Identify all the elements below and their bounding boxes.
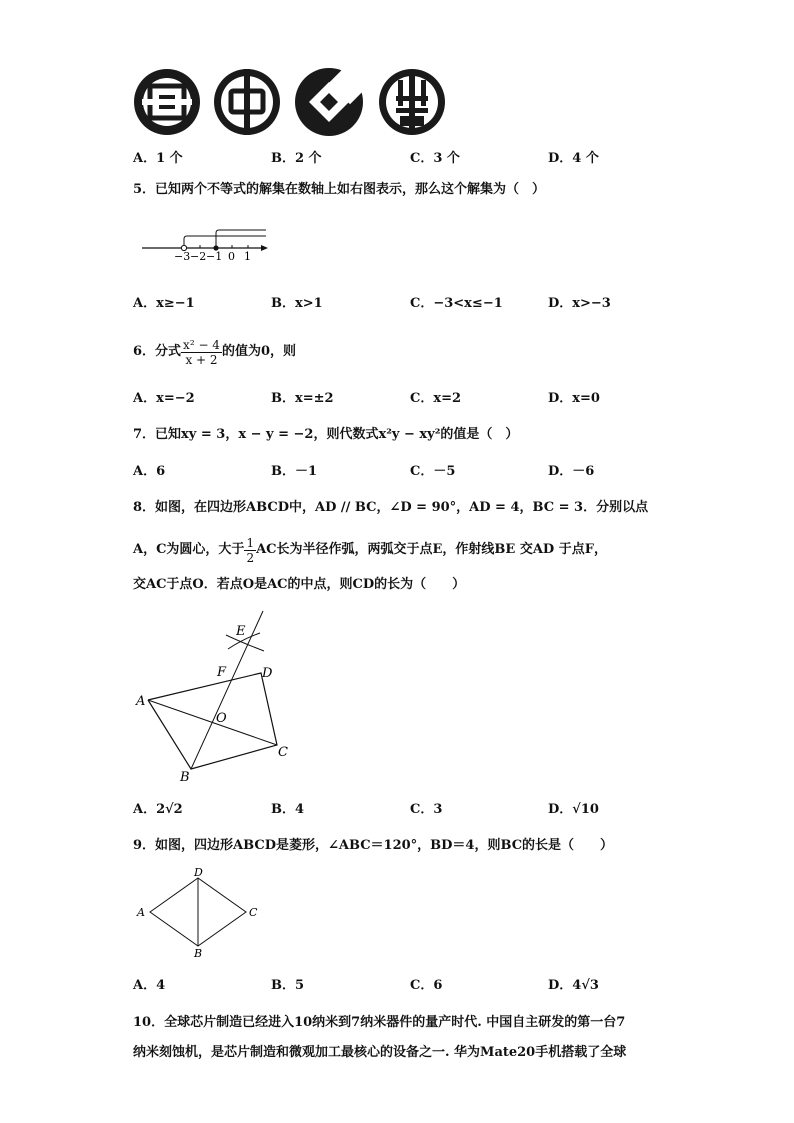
number-line-figure: [140, 225, 275, 265]
q8-option-b: B．4: [271, 802, 305, 817]
q7-option-d: D．－6: [548, 464, 595, 479]
tick-label: −1: [206, 250, 223, 263]
q8-line-3: 交AC于点O．若点O是AC的中点，则CD的长为（ ）: [133, 577, 466, 592]
agricultural-bank-logo: [379, 69, 445, 135]
q10-line-2: 纳米刻蚀机，是芯片制造和微观加工最核心的设备之一. 华为Mate20手机搭载了全球: [133, 1045, 627, 1060]
q6-prefix: 6．分式: [133, 344, 182, 359]
q6-option-a: A．x=−2: [133, 391, 195, 406]
tick-label: 1: [244, 250, 251, 263]
q9-option-a: A．4: [133, 978, 166, 993]
label-d: D: [194, 866, 203, 879]
q6-stem: [133, 332, 296, 372]
q5-option-b: B．x>1: [271, 296, 323, 311]
q6-option-b: B．x=±2: [271, 391, 334, 406]
q9-option-d: D．4√3: [548, 978, 599, 993]
label-b: B: [194, 947, 203, 960]
q7-option-a: A．6: [133, 464, 166, 479]
label-c: C: [278, 745, 288, 760]
label-b: B: [180, 770, 190, 785]
label-a: A: [137, 906, 145, 919]
q7-stem: 7．已知xy = 3，x − y = −2，则代数式x²y − xy²的值是（ ）: [133, 427, 519, 442]
q8-half-denominator: 2: [246, 550, 255, 565]
tick-label: −3: [174, 250, 191, 263]
q8-line-2-b: AC长为半径作弧，两弧交于点E，作射线BE 交AD 于点F，: [256, 542, 607, 557]
q8-half-numerator: 1: [246, 535, 255, 550]
q8-option-d: D．√10: [548, 802, 599, 817]
tick-label: −2: [190, 250, 207, 263]
q4-option-b: B．2 个: [271, 151, 322, 166]
construction-bank-logo: [295, 66, 371, 136]
q10-line-1: 10．全球芯片制造已经进入10纳米到7纳米器件的量产时代. 中国自主研发的第一台7: [133, 1015, 626, 1030]
q7-option-b: B．－1: [271, 464, 318, 479]
label-d: D: [262, 666, 273, 681]
q8-option-c: C．3: [410, 802, 443, 817]
q6-suffix: 的值为0，则: [221, 344, 296, 359]
q6-numerator: x² − 4: [183, 337, 220, 352]
label-o: O: [216, 711, 227, 726]
q6-fraction: [181, 338, 222, 367]
icbc-logo: [134, 69, 200, 135]
q5-stem: 5．已知两个不等式的解集在数轴上如右图表示，那么这个解集为（ ）: [133, 182, 546, 197]
q8-half-fraction: [244, 536, 256, 565]
label-e: E: [236, 624, 246, 639]
label-f: F: [217, 665, 227, 680]
q5-option-c: C．−3<x≤−1: [410, 296, 503, 311]
q8-line-1: 8．如图，在四边形ABCD中，AD // BC，∠D = 90°，AD = 4，BC = 3．分别以点: [133, 500, 649, 515]
label-a: A: [136, 694, 146, 709]
q7-option-c: C．－5: [410, 464, 456, 479]
q8-line-2: [133, 530, 607, 570]
q6-option-d: D．x=0: [548, 391, 600, 406]
q8-option-a: A．2√2: [133, 802, 183, 817]
q8-line-2-a: A，C为圆心，大于: [133, 542, 245, 557]
q4-option-a: A．1 个: [133, 151, 183, 166]
q4-option-d: D．4 个: [548, 151, 599, 166]
q9-option-c: C．6: [410, 978, 443, 993]
q5-option-a: A．x≥−1: [133, 296, 195, 311]
q6-denominator: x + 2: [185, 352, 218, 367]
q6-option-c: C．x=2: [410, 391, 462, 406]
rhombus-figure: [130, 864, 270, 960]
label-c: C: [249, 906, 258, 919]
q5-option-d: D．x>−3: [548, 296, 611, 311]
q9-option-b: B．5: [271, 978, 305, 993]
tick-label: 0: [228, 250, 235, 263]
q9-stem: 9．如图，四边形ABCD是菱形，∠ABC＝120°，BD＝4，则BC的长是（ ）: [133, 838, 614, 853]
bank-of-china-logo: [214, 69, 280, 135]
quadrilateral-figure: [128, 605, 298, 785]
bank-logos-row: [130, 66, 450, 138]
q4-option-c: C．3 个: [410, 151, 460, 166]
